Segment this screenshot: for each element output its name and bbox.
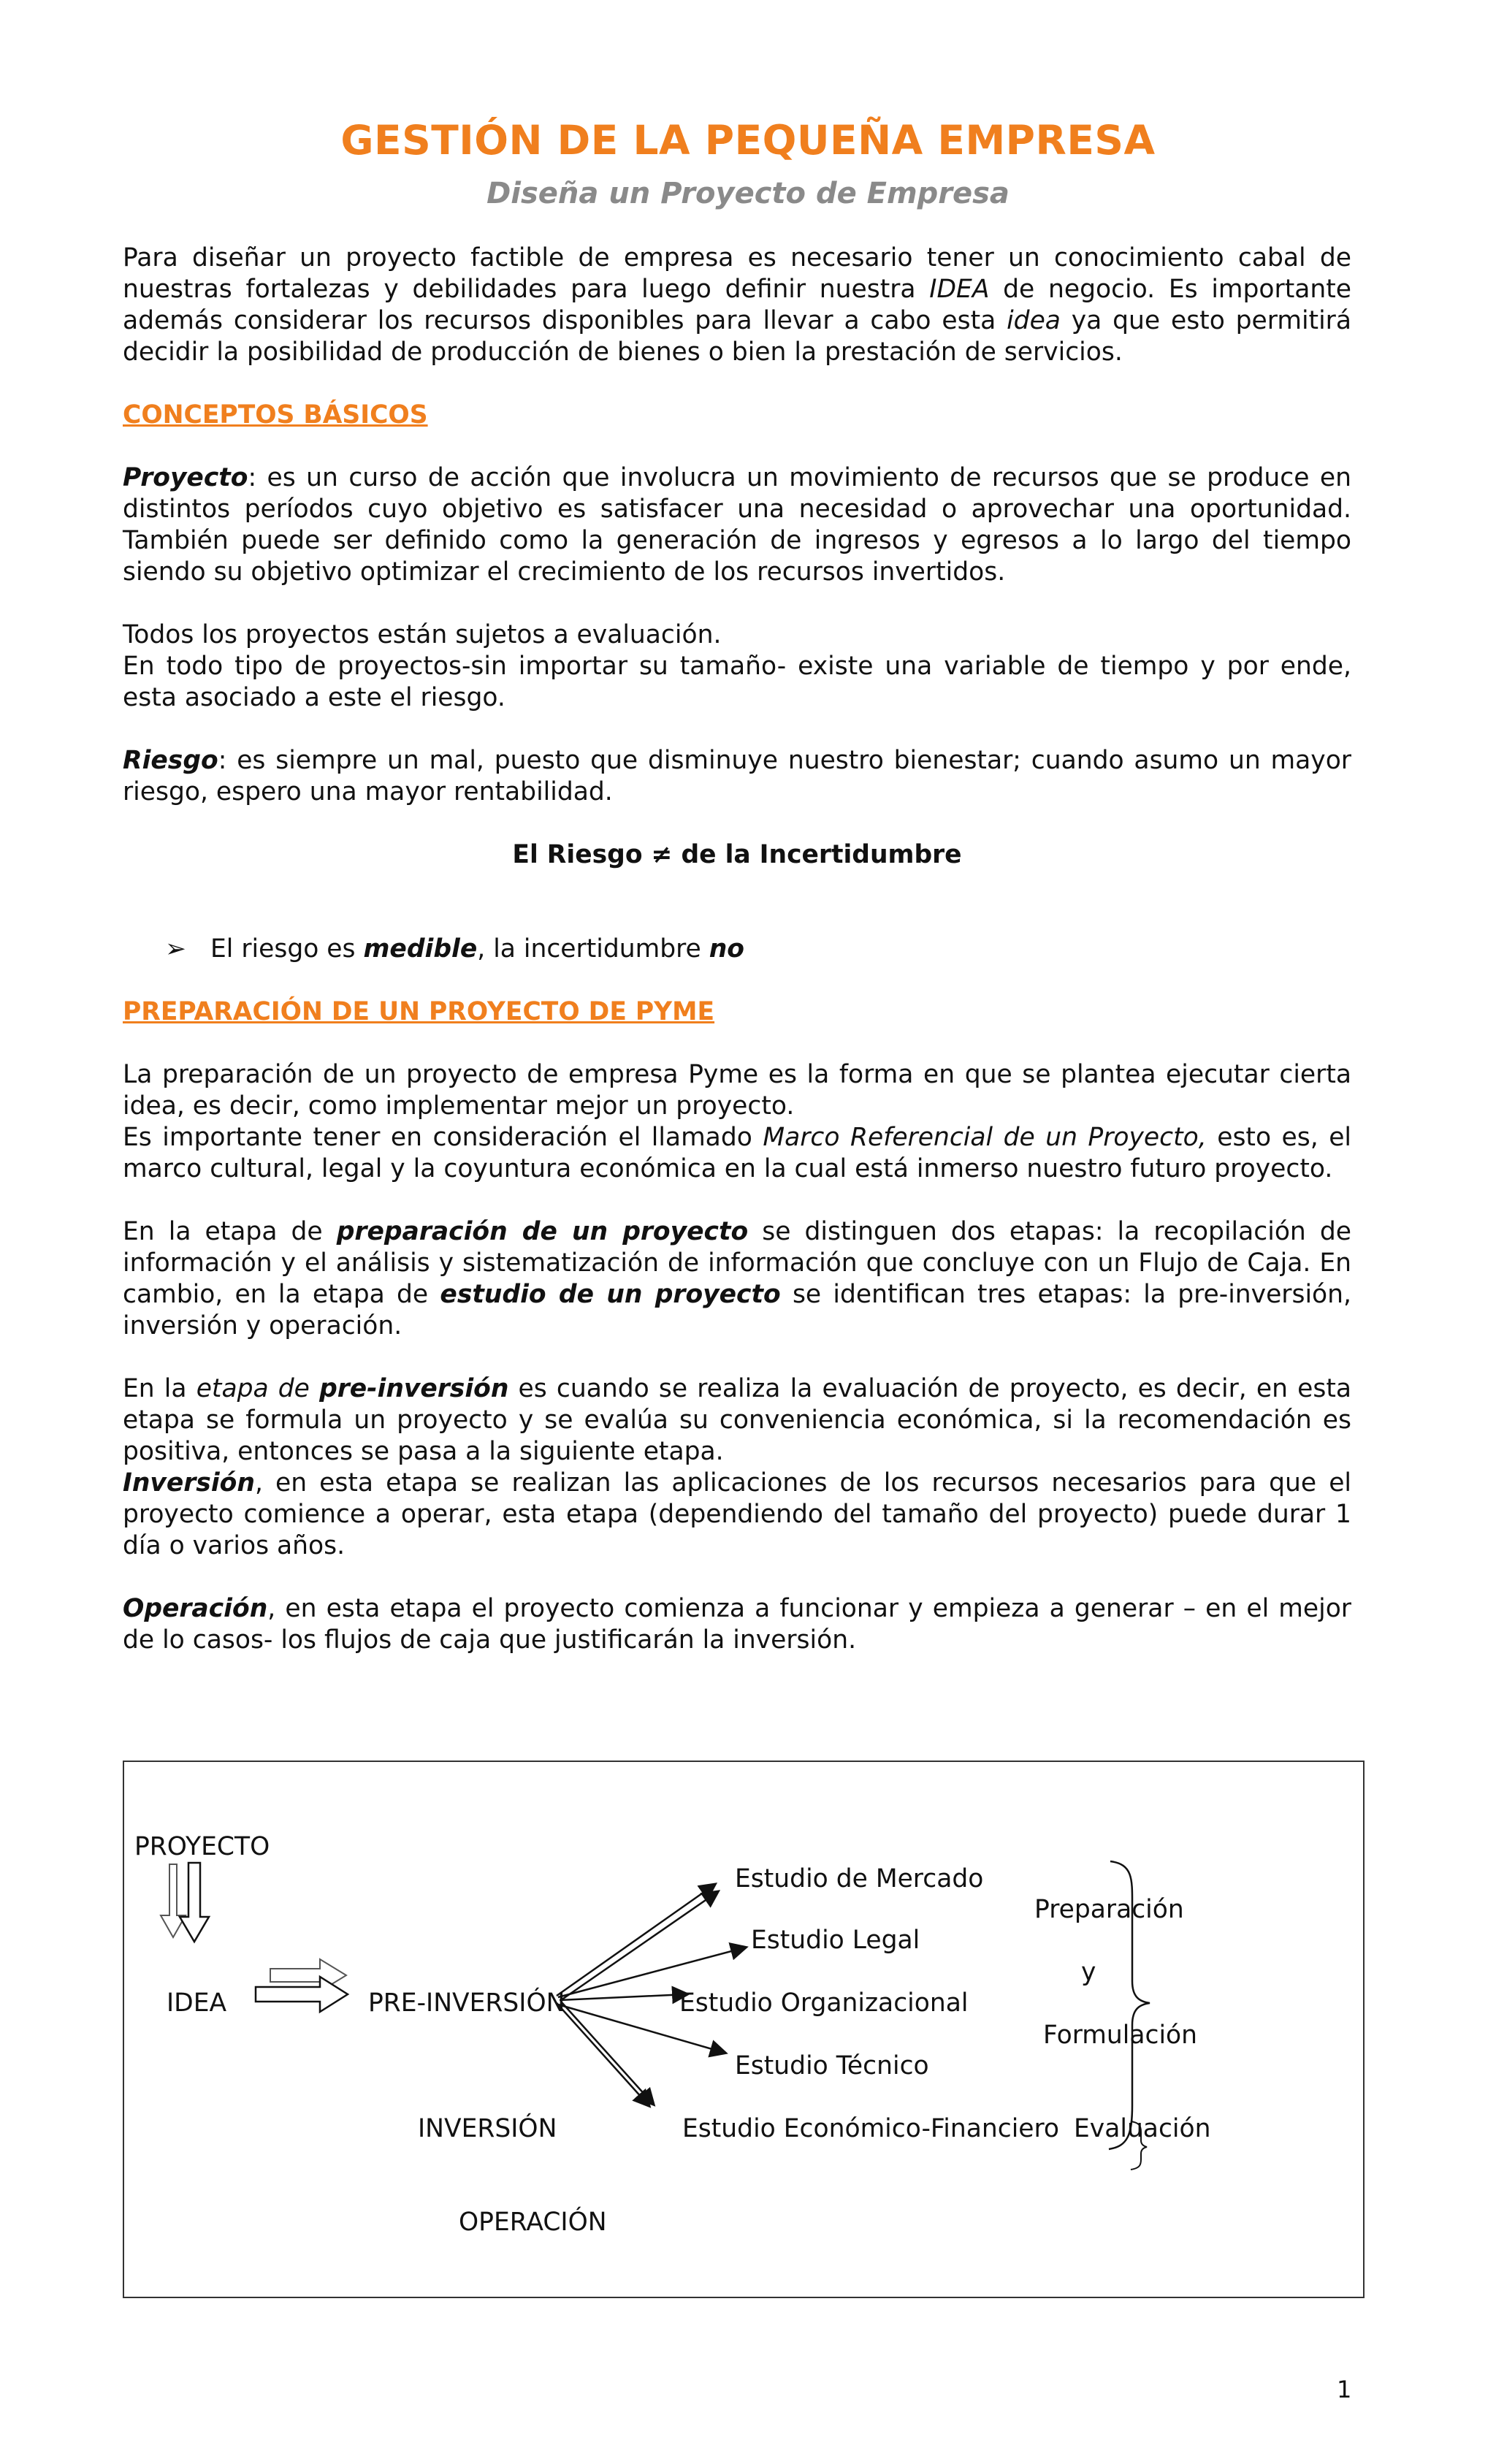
riesgo-definition: Riesgo: es siempre un mal, puesto que disminuye nuestro bienestar; cuando asumo un mayor riesgo, espero una mayor rentabilidad. [123,746,1351,806]
etapas-paragraph: En la etapa de preparación de un proyecto se distinguen dos etapas: la recopilación de información y el análisis y sistematización de información que concluye con un Flujo de Caja. En cambio, en la etapa de estudio de un proyecto se identifican tres etapas: la pre-inversión, inversión y operación. [123,1217,1351,1340]
marco-referencial-paragraph: Es importante tener en consideración el llamado Marco Referencial de un Proyecto, esto es, el marco cultural, legal y la coyuntura económica en la cual está inmerso nuestro futuro proyecto. [123,1123,1352,1183]
project-stages-diagram [123,1761,1365,2298]
study-economico-label: Estudio Económico-Financiero [682,2114,1060,2143]
study-legal-label: Estudio Legal [751,1926,920,1955]
document-body [123,243,1351,1656]
section-heading-conceptos: CONCEPTOS BÁSICOS [123,400,428,430]
bullet-item: ➢ El riesgo es medible, la incertidumbre no [165,934,744,964]
inversion-label: INVERSIÓN [418,2114,557,2143]
section-heading-preparacion: PREPARACIÓN DE UN PROYECTO DE PYME [123,997,715,1026]
preinversion-label: PRE-INVERSIÓN [368,1988,565,2018]
riesgo-incertidumbre-heading: El Riesgo ≠ de la Incertidumbre [512,840,962,869]
idea-label: IDEA [167,1988,227,2018]
inversion-paragraph: Inversión, en esta etapa se realizan las aplicaciones de los recursos necesarios para que el proyecto comience a operar, esta etapa (dependiendo del tamaño del proyecto) puede durar 1 día o varios años. [123,1468,1351,1560]
proyecto-label: PROYECTO [134,1832,270,1861]
y-label: y [1081,1958,1096,1987]
intro-paragraph: Para diseñar un proyecto factible de empresa es necesario tener un conocimiento cabal de nuestras fortalezas y debilidades para luego definir nuestra IDEA de negocio. Es importante además considerar los recursos disponibles para llevar a cabo esta idea ya que esto permitirá decidir la posibilidad de producción de bienes o bien la prestación de servicios. [123,243,1351,367]
evaluacion-label: Evaluación [1074,2114,1211,2143]
preparacion-paragraph-1: La preparación de un proyecto de empresa Pyme es la forma en que se plantea ejecutar cierta idea, es decir, como implementar mejor un proyecto. [123,1060,1351,1121]
arrow-bullet-icon: ➢ [165,934,186,964]
operacion-paragraph: Operación, en esta etapa el proyecto comienza a funcionar y empieza a generar – en el mejor de lo casos- los flujos de caja que justificarán la inversión. [123,1594,1351,1655]
preparacion-label: Preparación [1034,1895,1184,1924]
document-title: GESTIÓN DE LA PEQUEÑA EMPRESA [340,117,1156,164]
evaluacion-line: Todos los proyectos están sujetos a evaluación. [123,620,722,649]
proyecto-definition: Proyecto: es un curso de acción que involucra un movimiento de recursos que se produce en distintos períodos cuyo objetivo es satisfacer una necesidad o aprovechar una oportunidad. También puede ser definido como la generación de ingresos y egresos a lo largo del tiempo siendo su objetivo optimizar el crecimiento de los recursos invertidos. [123,463,1351,587]
document-subtitle: Diseña un Proyecto de Empresa [486,177,1010,210]
preinversion-paragraph: En la etapa de pre-inversión es cuando se realiza la evaluación de proyecto, es decir, en esta etapa se formula un proyecto y se evalúa su conveniencia económica, si la recomendación es positiva, entonces se pasa a la siguiente etapa. [123,1374,1352,1466]
page-number: 1 [1337,2376,1352,2403]
formulacion-label: Formulación [1043,2021,1198,2050]
study-mercado-label: Estudio de Mercado [735,1864,984,1893]
tamano-line: En todo tipo de proyectos-sin importar su tamaño- existe una variable de tiempo y por ende, esta asociado a este el riesgo. [123,652,1351,712]
study-organizacional-label: Estudio Organizacional [679,1988,969,2018]
down-arrow-icon [180,1863,209,1942]
study-tecnico-label: Estudio Técnico [735,2051,929,2080]
down-arrow-icon [161,1864,186,1937]
operacion-label: OPERACIÓN [459,2208,607,2237]
